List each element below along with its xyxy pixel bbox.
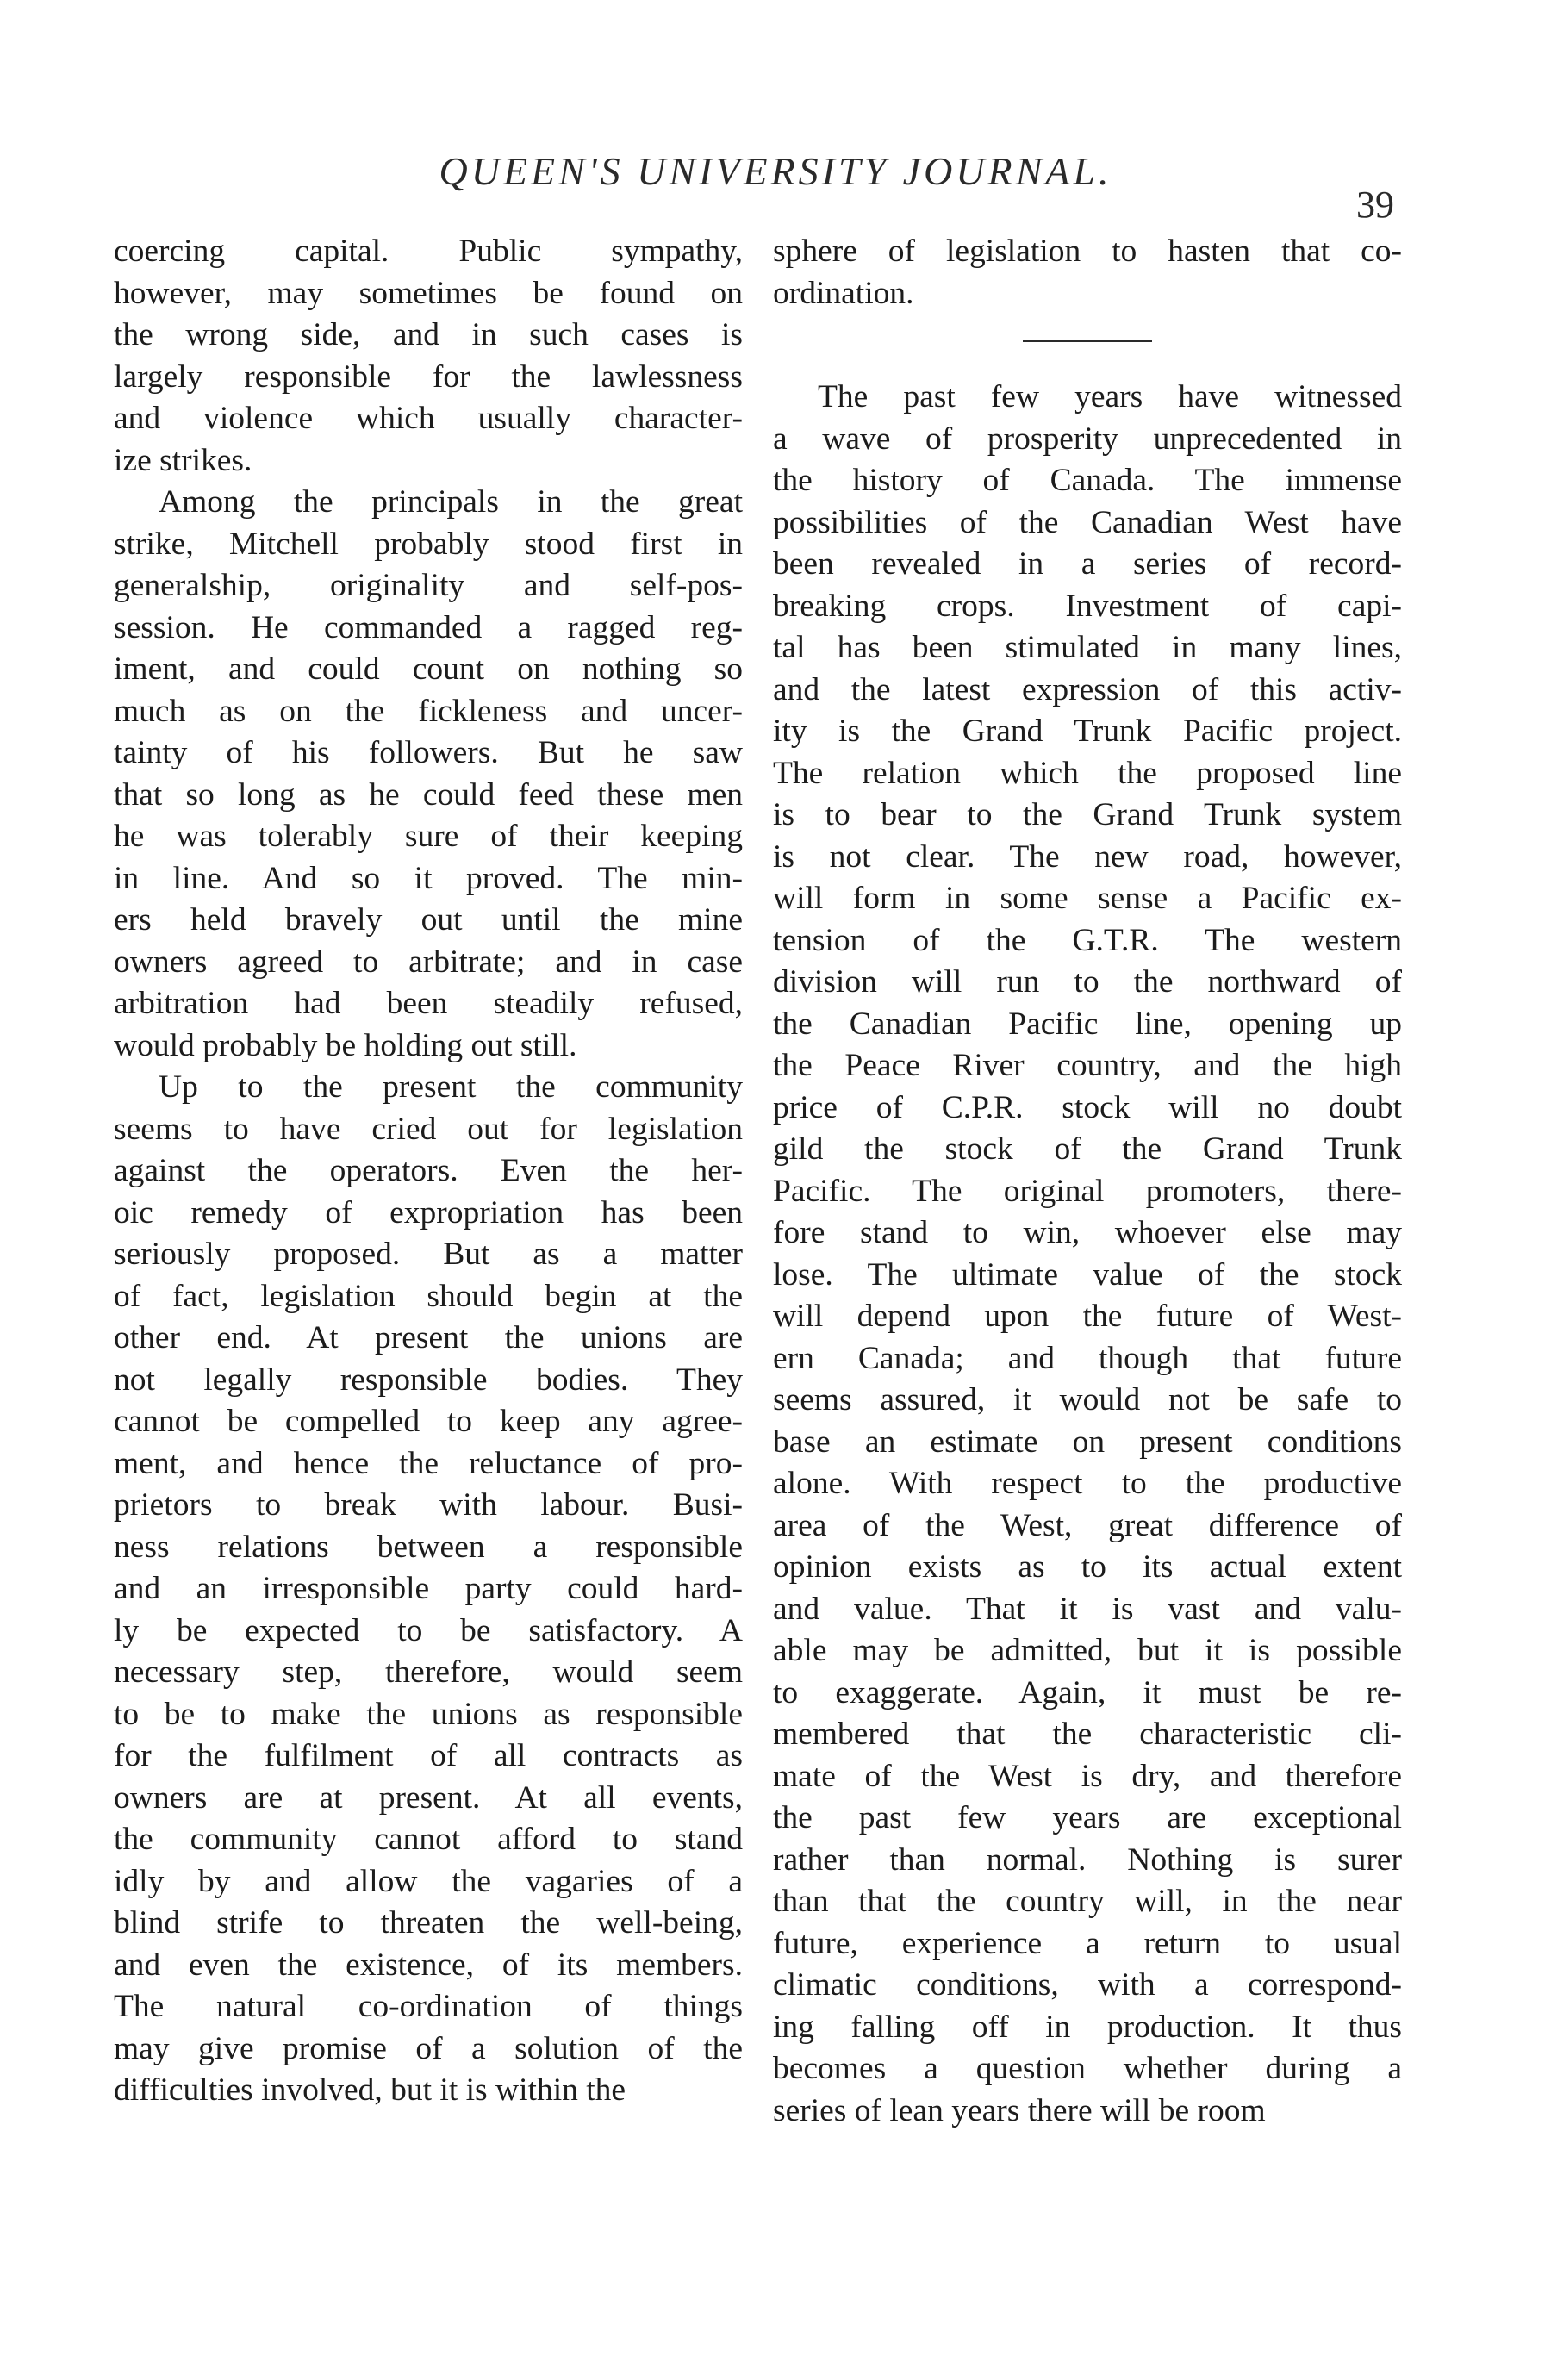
text-line: ize strikes. [114, 442, 252, 478]
text-line: tension of the G.T.R. The western [773, 922, 1402, 958]
text-line: iment, and could count on nothing so [114, 651, 743, 687]
right-column [773, 231, 1402, 2132]
text-line: however, may sometimes be found on [114, 275, 743, 311]
text-line: than that the country will, in the near [773, 1884, 1402, 1919]
text-line: tainty of his followers. But he saw [114, 735, 743, 770]
text-line: and value. That it is vast and valu- [773, 1591, 1402, 1627]
text-line: necessary step, therefore, would seem [114, 1654, 743, 1690]
text-line: blind strife to threaten the well-being, [114, 1905, 743, 1941]
text-line: and the latest expression of this activ- [773, 671, 1402, 707]
section-rule [1023, 340, 1152, 342]
text-line: against the operators. Even the her- [114, 1153, 743, 1188]
text-line: Among the principals in the great [159, 484, 743, 520]
text-line: ers held bravely out until the mine [114, 902, 743, 938]
text-line: the community cannot afford to stand [114, 1822, 743, 1857]
text-line: may give promise of a solution of the [114, 2030, 743, 2066]
text-line: the Peace River country, and the high [773, 1048, 1402, 1083]
text-line: price of C.P.R. stock will no doubt [773, 1089, 1402, 1125]
text-line: generalship, originality and self-pos- [114, 568, 743, 603]
text-line: The past few years have witnessed [818, 379, 1402, 414]
text-line: would probably be holding out still. [114, 1027, 577, 1063]
text-line: able may be admitted, but it is possible [773, 1633, 1402, 1668]
page-number: 39 [1356, 184, 1394, 226]
text-line: much as on the fickleness and uncer- [114, 693, 743, 729]
text-line: alone. With respect to the productive [773, 1466, 1402, 1501]
text-line: not legally responsible bodies. They [114, 1361, 743, 1398]
text-line: owners are at present. At all events, [114, 1779, 743, 1816]
text-line: ity is the Grand Trunk Pacific project. [773, 713, 1402, 749]
text-line: owners agreed to arbitrate; and in case [114, 944, 743, 980]
text-line: becomes a question whether during a [773, 2051, 1402, 2086]
text-line: seems assured, it would not be safe to [773, 1382, 1402, 1417]
text-line: arbitration had been steadily refused, [114, 986, 743, 1021]
text-line: membered that the characteristic cli- [773, 1716, 1402, 1752]
text-line: oic remedy of expropriation has been [114, 1194, 743, 1230]
text-line: prietors to break with labour. Busi- [114, 1487, 743, 1523]
text-line: breaking crops. Investment of capi- [773, 588, 1402, 624]
text-line: largely responsible for the lawlessness [114, 358, 743, 395]
text-line: climatic conditions, with a correspond- [773, 1967, 1402, 2003]
text-line: mate of the West is dry, and therefore [773, 1758, 1402, 1794]
text-line: the history of Canada. The immense [773, 463, 1402, 498]
text-line: ern Canada; and though that future [773, 1340, 1402, 1376]
text-line: ment, and hence the reluctance of pro- [114, 1445, 743, 1481]
text-line: gild the stock of the Grand Trunk [773, 1131, 1402, 1167]
left-column [114, 231, 743, 2112]
text-line: for the fulfilment of all contracts as [114, 1738, 743, 1773]
text-line: a wave of prosperity unprecedented in [773, 421, 1402, 457]
running-title: QUEEN'S UNIVERSITY JOURNAL. [439, 149, 1112, 193]
text-line: coercing capital. Public sympathy, [114, 234, 743, 269]
text-line: division will run to the northward of [773, 964, 1402, 1000]
text-line: and violence which usually character- [114, 401, 743, 436]
text-line: area of the West, great difference of [773, 1507, 1402, 1543]
text-line: idly by and allow the vagaries of a [114, 1863, 743, 1899]
text-line: ing falling off in production. It thus [773, 2009, 1402, 2045]
text-line: rather than normal. Nothing is surer [773, 1841, 1402, 1878]
text-line: the wrong side, and in such cases is [114, 317, 743, 352]
right-column-opening [773, 231, 1402, 315]
text-line: been revealed in a series of record- [773, 546, 1402, 582]
text-line: seriously proposed. But as a matter [114, 1237, 743, 1272]
text-line: and even the existence, of its members. [114, 1947, 743, 1983]
text-line: and an irresponsible party could hard- [114, 1571, 743, 1606]
text-line: ordination. [773, 275, 914, 311]
text-line: ly be expected to be satisfactory. A [114, 1612, 743, 1648]
text-line: is not clear. The new road, however, [773, 838, 1402, 875]
text-line: session. He commanded a ragged reg- [114, 609, 743, 645]
text-line: he was tolerably sure of their keeping [114, 819, 743, 854]
text-line: will form in some sense a Pacific ex- [773, 881, 1402, 916]
text-line: of fact, legislation should begin at the [114, 1278, 743, 1314]
text-line: Pacific. The original promoters, there- [773, 1173, 1402, 1209]
right-column-section [773, 377, 1402, 2132]
text-line: future, experience a return to usual [773, 1925, 1402, 1961]
text-line: the Canadian Pacific line, opening up [773, 1006, 1402, 1042]
text-line: cannot be compelled to keep any agree- [114, 1404, 743, 1439]
text-line: is to bear to the Grand Trunk system [773, 797, 1402, 832]
text-line: series of lean years there will be room [773, 2092, 1266, 2128]
text-line: to exaggerate. Again, it must be re- [773, 1674, 1402, 1710]
text-line: tal has been stimulated in many lines, [773, 630, 1402, 665]
text-line: The relation which the proposed line [773, 755, 1402, 791]
text-line: sphere of legislation to hasten that co- [773, 234, 1402, 269]
text-line: The natural co-ordination of things [114, 1989, 743, 2024]
text-line: will depend upon the future of West- [773, 1299, 1402, 1334]
text-line: the past few years are exceptional [773, 1800, 1402, 1835]
text-line: in line. And so it proved. The min- [114, 860, 743, 896]
text-line: that so long as he could feed these men [114, 776, 743, 813]
text-line: difficulties involved, but it is within the [114, 2072, 626, 2108]
text-line: ness relations between a responsible [114, 1529, 743, 1565]
text-line: seems to have cried out for legislation [114, 1111, 743, 1147]
text-line: other end. At present the unions are [114, 1320, 743, 1355]
text-line: possibilities of the Canadian West have [773, 504, 1402, 540]
text-line: to be to make the unions as responsible [114, 1696, 743, 1732]
text-line: base an estimate on present conditions [773, 1424, 1402, 1460]
text-line: lose. The ultimate value of the stock [773, 1256, 1402, 1293]
text-line: Up to the present the community [159, 1069, 743, 1105]
text-line: opinion exists as to its actual extent [773, 1549, 1402, 1585]
text-line: fore stand to win, whoever else may [773, 1215, 1402, 1250]
text-line: strike, Mitchell probably stood first in [114, 526, 743, 562]
